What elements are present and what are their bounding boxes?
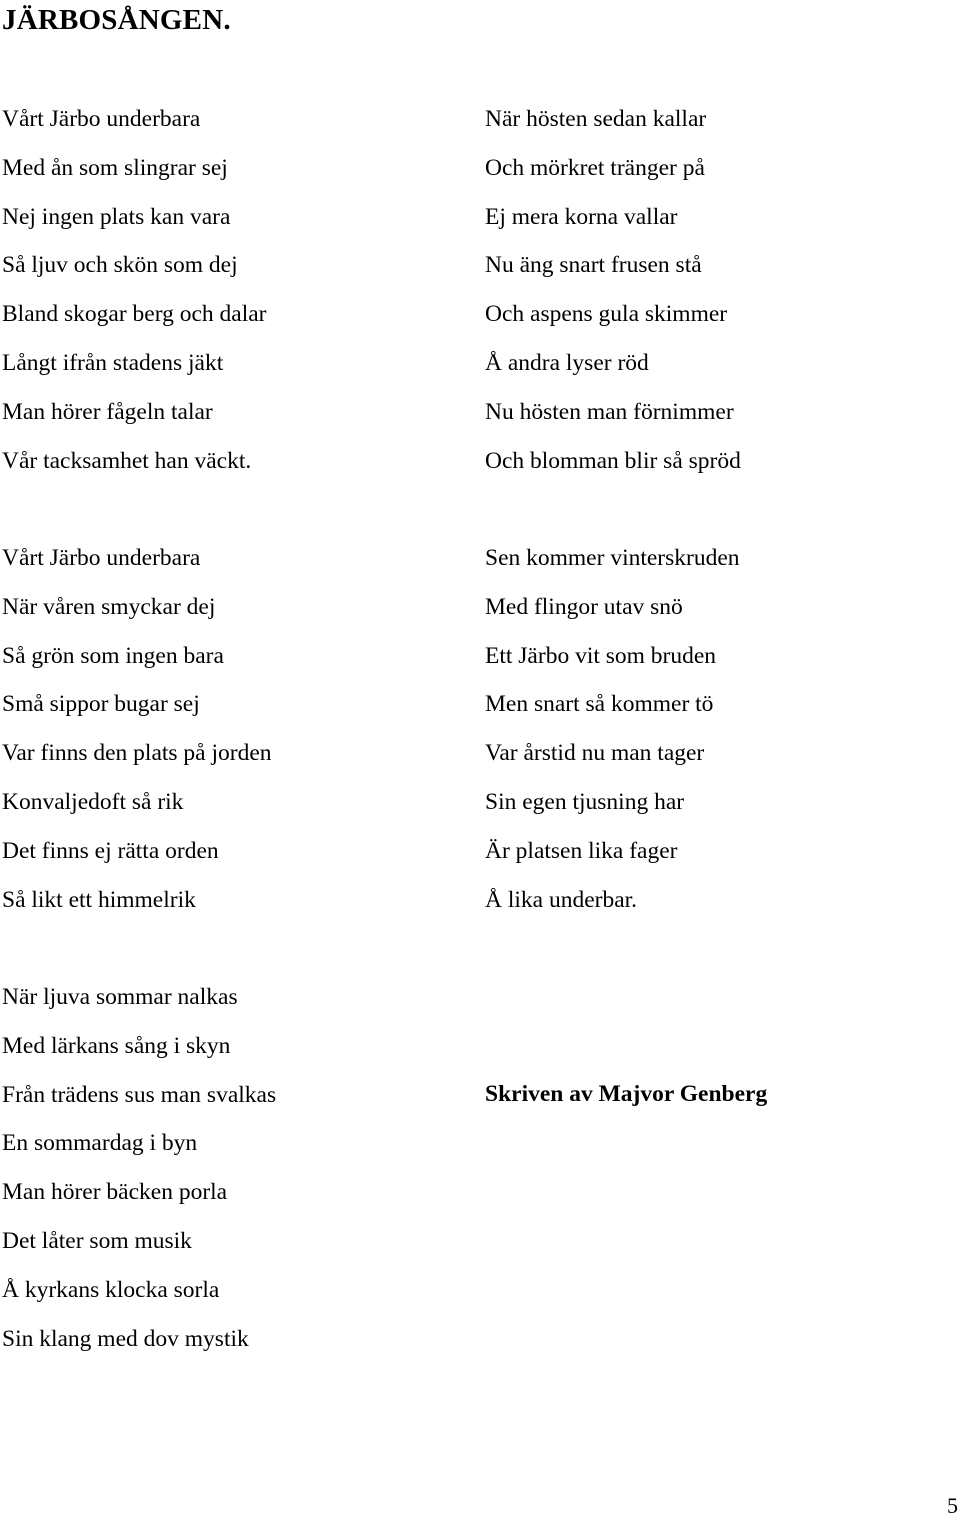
stanza-line: Var finns den plats på jorden (2, 740, 272, 767)
stanza-line: Bland skogar berg och dalar (2, 301, 267, 328)
stanza-line: Så ljuv och skön som dej (2, 252, 238, 279)
stanza-line: Nej ingen plats kan vara (2, 203, 231, 230)
song-title: JÄRBOSÅNGEN. (2, 4, 231, 36)
stanza-line: Och mörkret tränger på (485, 154, 705, 181)
stanza-3 (2, 534, 272, 924)
page-number: 5 (947, 1493, 958, 1518)
stanza-line: Små sippor bugar sej (2, 691, 200, 718)
stanza-line: När våren smyckar dej (2, 593, 216, 620)
stanza-line: Långt ifrån stadens jäkt (2, 349, 224, 376)
stanza-line: Var årstid nu man tager (485, 740, 705, 767)
stanza-line: Man hörer bäcken porla (2, 1179, 228, 1206)
stanza-line: Å lika underbar. (485, 886, 638, 913)
stanza-line: Det låter som musik (2, 1227, 192, 1254)
stanza-line: Man hörer fågeln talar (2, 398, 213, 425)
stanza-line: När hösten sedan kallar (485, 106, 707, 132)
stanza-line: Å kyrkans klocka sorla (2, 1276, 220, 1303)
stanza-line: En sommardag i byn (2, 1130, 198, 1157)
stanza-line: Ett Järbo vit som bruden (485, 642, 717, 669)
stanza-line: Är platsen lika fager (485, 837, 678, 864)
stanza-line: Nu äng snart frusen stå (485, 252, 702, 279)
stanza-line: Med flingor utav snö (485, 593, 683, 620)
stanza-line: Så likt ett himmelrik (2, 886, 196, 913)
stanza-line: Konvaljedoft så rik (2, 788, 184, 815)
stanza-2 (485, 95, 741, 485)
stanza-1 (2, 95, 267, 485)
stanza-line: Vår tacksamhet han väckt. (2, 447, 252, 474)
stanza-line: Vårt Järbo underbara (2, 545, 201, 571)
stanza-5 (2, 973, 276, 1363)
stanza-line: Så grön som ingen bara (2, 642, 224, 669)
stanza-line: Och aspens gula skimmer (485, 301, 728, 328)
stanza-line: Å andra lyser röd (485, 349, 649, 376)
stanza-line: Från trädens sus man svalkas (2, 1081, 277, 1108)
stanza-line: Men snart så kommer tö (485, 691, 714, 718)
stanza-line: Det finns ej rätta orden (2, 837, 219, 864)
stanza-line: Med ån som slingrar sej (2, 154, 228, 181)
stanza-line: Och blomman blir så spröd (485, 447, 741, 474)
stanza-line: Sin egen tjusning har (485, 788, 685, 815)
author-credit: Skriven av Majvor Genberg (485, 1081, 768, 1107)
stanza-line: När ljuva sommar nalkas (2, 984, 238, 1010)
stanza-line: Sen kommer vinterskruden (485, 545, 740, 571)
stanza-line: Med lärkans sång i skyn (2, 1032, 231, 1059)
stanza-4 (485, 534, 740, 924)
stanza-line: Vårt Järbo underbara (2, 106, 201, 132)
stanza-line: Nu hösten man förnimmer (485, 398, 734, 425)
stanza-line: Ej mera korna vallar (485, 203, 678, 230)
stanza-line: Sin klang med dov mystik (2, 1325, 249, 1352)
